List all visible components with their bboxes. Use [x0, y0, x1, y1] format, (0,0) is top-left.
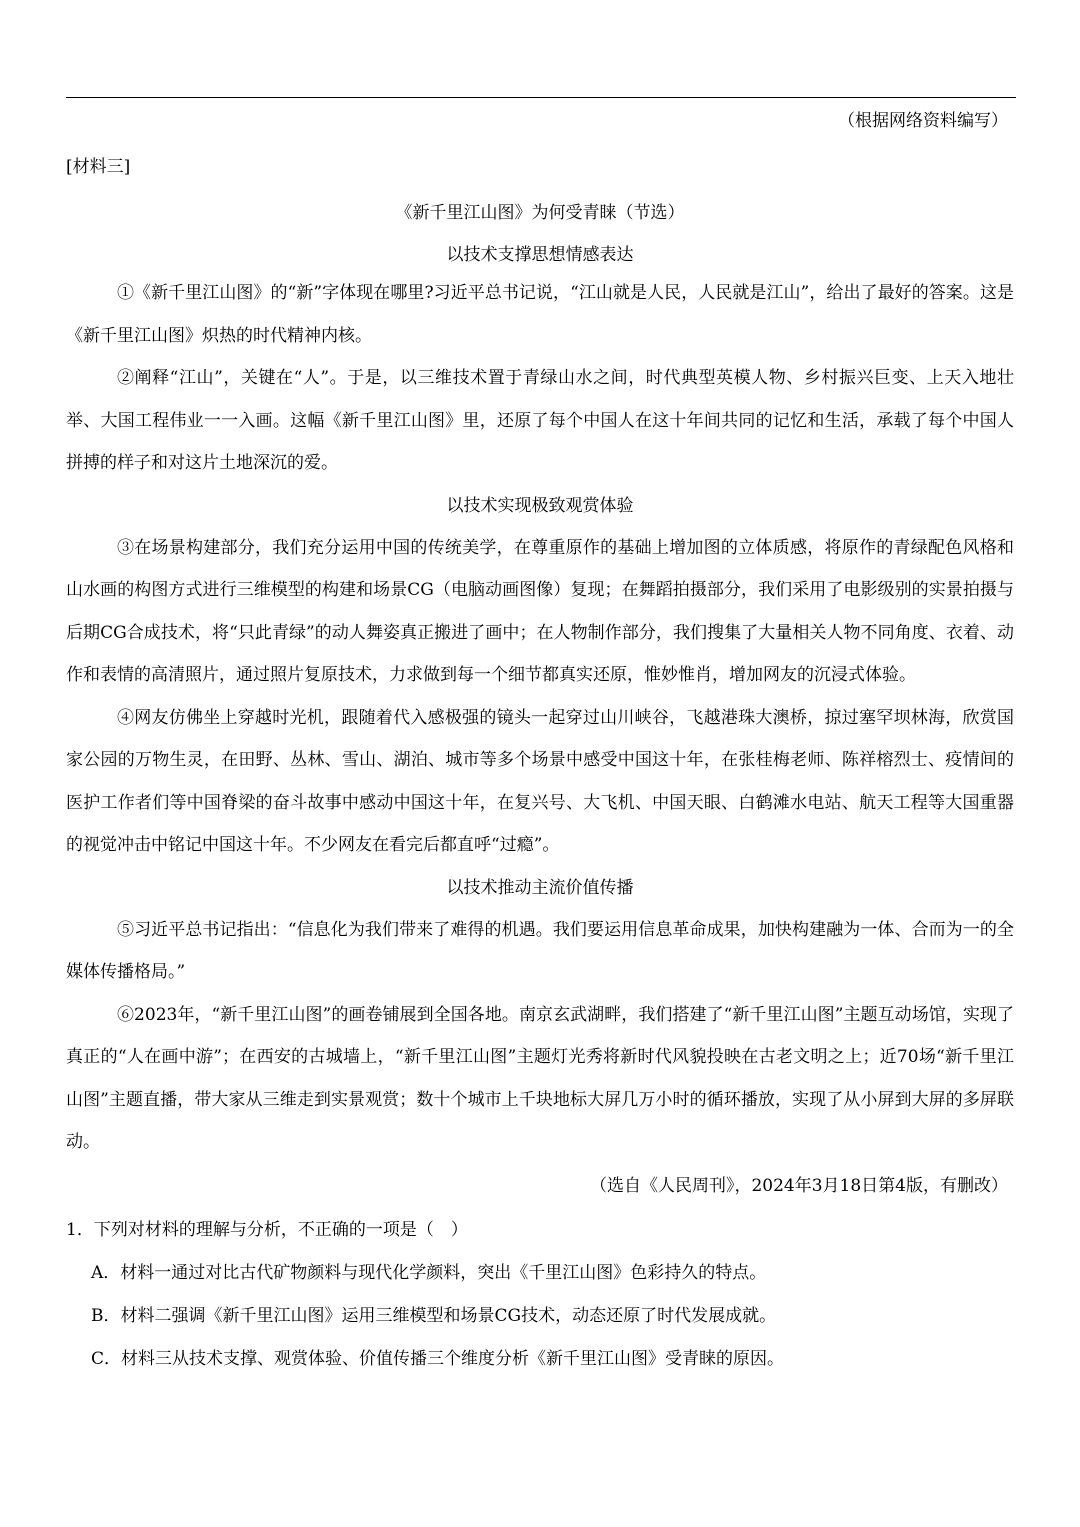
source-note: （根据网络资料编写） — [838, 111, 1008, 131]
header-rule — [66, 97, 1016, 98]
question-stem: 1．下列对材料的理解与分析，不正确的一项是（ ） — [66, 1219, 468, 1240]
option-a: A．材料一通过对比古代矿物颜料与现代化学颜料，突出《千里江山图》色彩持久的特点。 — [91, 1262, 767, 1283]
paragraph-5: ⑤习近平总书记指出：“信息化为我们带来了难得的机遇。我们要运用信息革命成果，加快构建融为一体、合而为一的全媒体传播格局。” — [66, 919, 1014, 982]
article-title: 《新千里江山图》为何受青睐（节选） — [395, 203, 685, 223]
paragraph-2: ②阐释“江山”，关键在“人”。于是，以三维技术置于青绿山水之间，时代典型英模人物、乡村振兴巨变、上天入地壮举、大国工程伟业一一入画。这幅《新千里江山图》里，还原了每个中国人在这十年间共同的记忆和生活，承载了每个中国人拼搏的样子和对这片土地深沉的爱。 — [66, 368, 1014, 473]
option-c: C．材料三从技术支撑、观赏体验、价值传播三个维度分析《新千里江山图》受青睐的原因。 — [91, 1348, 785, 1369]
section-heading-1: 以技术支撑思想情感表达 — [446, 245, 634, 265]
section-heading-2: 以技术实现极致观赏体验 — [446, 495, 634, 516]
paragraph-1: ①《新千里江山图》的“新”字体现在哪里?习近平总书记说，“江山就是人民，人民就是江山”，给出了最好的答案。这是《新千里江山图》炽热的时代精神内核。 — [66, 283, 1014, 346]
paragraph-3: ③在场景构建部分，我们充分运用中国的传统美学，在尊重原作的基础上增加图的立体质感，将原作的青绿配色风格和山水画的构图方式进行三维模型的构建和场景CG（电脑动画图像）复现；在舞蹈拍摄部分，我们采用了电影级别的实景拍摄与后期CG合成技术，将“只此青绿”的动人舞姿真正搬进了画中；在人物制作部分，我们搜集了大量相关人物不同角度、衣着、动作和表情的高清照片，通过照片复原技术，力求做到每一个细节都真实还原，惟妙惟肖，增加网友的沉浸式体验。 — [66, 537, 1014, 685]
paragraph-6: ⑥2023年，“新千里江山图”的画卷铺展到全国各地。南京玄武湖畔，我们搭建了“新千里江山图”主题互动场馆，实现了真正的“人在画中游”；在西安的古城墙上，“新千里江山图”主题灯光秀将新时代风貌投映在古老文明之上；近70场“新千里江山图”主题直播，带大家从三维走到实景观赏；数十个城市上千块地标大屏几万小时的循环播放，实现了从小屏到大屏的多屏联动。 — [66, 1004, 1014, 1152]
option-b: B．材料二强调《新千里江山图》运用三维模型和场景CG技术，动态还原了时代发展成就。 — [91, 1305, 777, 1326]
material-label: [材料三] — [66, 157, 131, 177]
paragraph-4: ④网友仿佛坐上穿越时光机，跟随着代入感极强的镜头一起穿过山川峡谷，飞越港珠大澳桥，掠过塞罕坝林海，欣赏国家公园的万物生灵，在田野、丛林、雪山、湖泊、城市等多个场景中感受中国这十年，在张桂梅老师、陈祥榕烈士、疫情间的医护工作者们等中国脊梁的奋斗故事中感动中国这十年，在复兴号、大飞机、中国天眼、白鹤滩水电站、航天工程等大国重器的视觉冲击中铭记中国这十年。不少网友在看完后都直呼“过瘾”。 — [66, 707, 1014, 855]
document-page — [66, 100, 1014, 1381]
article-source: （选自《人民周刊》，2024年3月18日第4版，有删改） — [589, 1175, 1008, 1196]
section-heading-3: 以技术推动主流价值传播 — [446, 877, 634, 898]
